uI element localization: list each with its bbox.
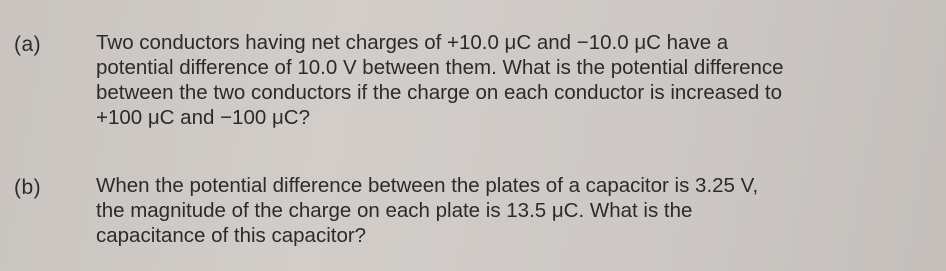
question-b-line: When the potential difference between the plates of a capacitor is 3.25 V, <box>96 174 759 197</box>
question-a-line: +100 μC and −100 μC? <box>96 106 310 129</box>
question-a-label: (a) <box>14 33 42 56</box>
question-b-label: (b) <box>14 176 42 199</box>
question-a-text <box>96 30 926 130</box>
question-b-text <box>96 173 926 248</box>
question-b-line: the magnitude of the charge on each plate is 13.5 μC. What is the <box>96 199 693 222</box>
question-a-line: Two conductors having net charges of +10.0 μC and −10.0 μC have a <box>96 31 729 54</box>
question-a-line: potential difference of 10.0 V between them. What is the potential difference <box>96 56 784 79</box>
question-a-line: between the two conductors if the charge on each conductor is increased to <box>96 81 783 104</box>
question-b-line: capacitance of this capacitor? <box>96 224 367 247</box>
